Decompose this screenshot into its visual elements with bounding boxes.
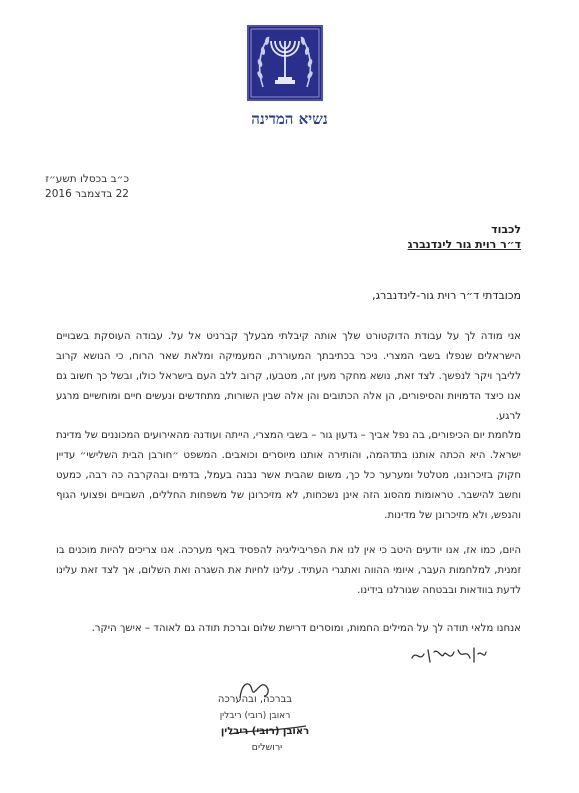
menorah-emblem-icon: [247, 25, 323, 101]
closing-line: בברכה, ובהערכה: [217, 694, 293, 705]
institution-name: נשיא המדינה: [251, 110, 328, 128]
recipient-block: [221, 222, 521, 252]
gregorian-date: 22 בדצמבר 2016: [45, 188, 129, 200]
letter-paragraph: היום, כמו אז, אנו יודעים היטב כי אין לנו את הפריביליגיה להפסיד באף מערכה. אנו צריכים להיות מוכנים בו זמנית, למלחמות העבר, איומי ההווה ואתגרי העתיד. עלינו לחיות את השגרה ואת השלום, אך לצד זאת עלינו לדעת בוודאות ובבטחה שגורלנו בידינו.: [56, 545, 521, 596]
recipient-name: ד״ר רוית גור לינדנברג: [407, 238, 521, 251]
date-block: [9, 172, 129, 202]
hebrew-date: כ״ב בכסלו תשע״ז: [45, 173, 129, 185]
handwritten-note: [408, 640, 488, 670]
letter-paragraph: אנחנו מלאי תודה לך על המילים החמות, ומוסרים דרישת שלום וברכת תודה גם לאוהד – אישך היקר.: [91, 623, 521, 634]
signer-name: ראובן (רובי) ריבלין: [220, 726, 310, 737]
letter-paragraph: מלחמת יום הכיפורים, בה נפל אביך – גדעון גור – בשבי המצרי, הייתה ועודנה מהאירועים המכוננים של מדינת ישראל. היא הכתה אותנו בתדהמה, והותירה אותנו מיוסרים וכואבים. המשפט ״חורבן הבית השלישי״ עדיין חקוק בזיכרוננו, מטלטל ומערער כל כך, משום שהבית אשר נבנה בעמל, בדמים ובהקרבה כה רבה, כמעט וחשב להישבר. טראומות מהסוג הזה אינן נשכחות, לא מזיכרונן של משפחות החללים, השבויים ופצועי הגוף והנפש, ולא מזיכרונן של מדינות.: [56, 430, 521, 521]
signer-hand-name: ראובן (רובי) ריבלין: [219, 711, 291, 721]
salutation: מכובדתי ד״ר רוית גור-לינדנברג,: [372, 289, 521, 302]
recipient-label: לכבוד: [491, 223, 521, 236]
signing-place: ירושלים: [251, 742, 283, 753]
letter-paragraph: אני מודה לך על עבודת הדוקטורט שלך אותה קיבלתי מבעלך קברניט אל על. עבודה העוסקת בשבויים הישראלים שנפלו בשבי המצרי. ניכר בכתיבתך המעוררת, המעמיקה ומלאת שאר הרוח, כי הנושא קרוב לליבך ויקר לנפשך. לצד זאת, נושא מחקר מעין זה, מטבעו, קרוב ללב העם בישראל כולו, ובשל כך חשוב גם אנו כיצד הדמויות והסיפורים, הן אלה הכתובים והן אלה שבין השורות, מתחדשים ונעשים חיים ומוחשיים מרגע לרגע.: [56, 331, 521, 422]
